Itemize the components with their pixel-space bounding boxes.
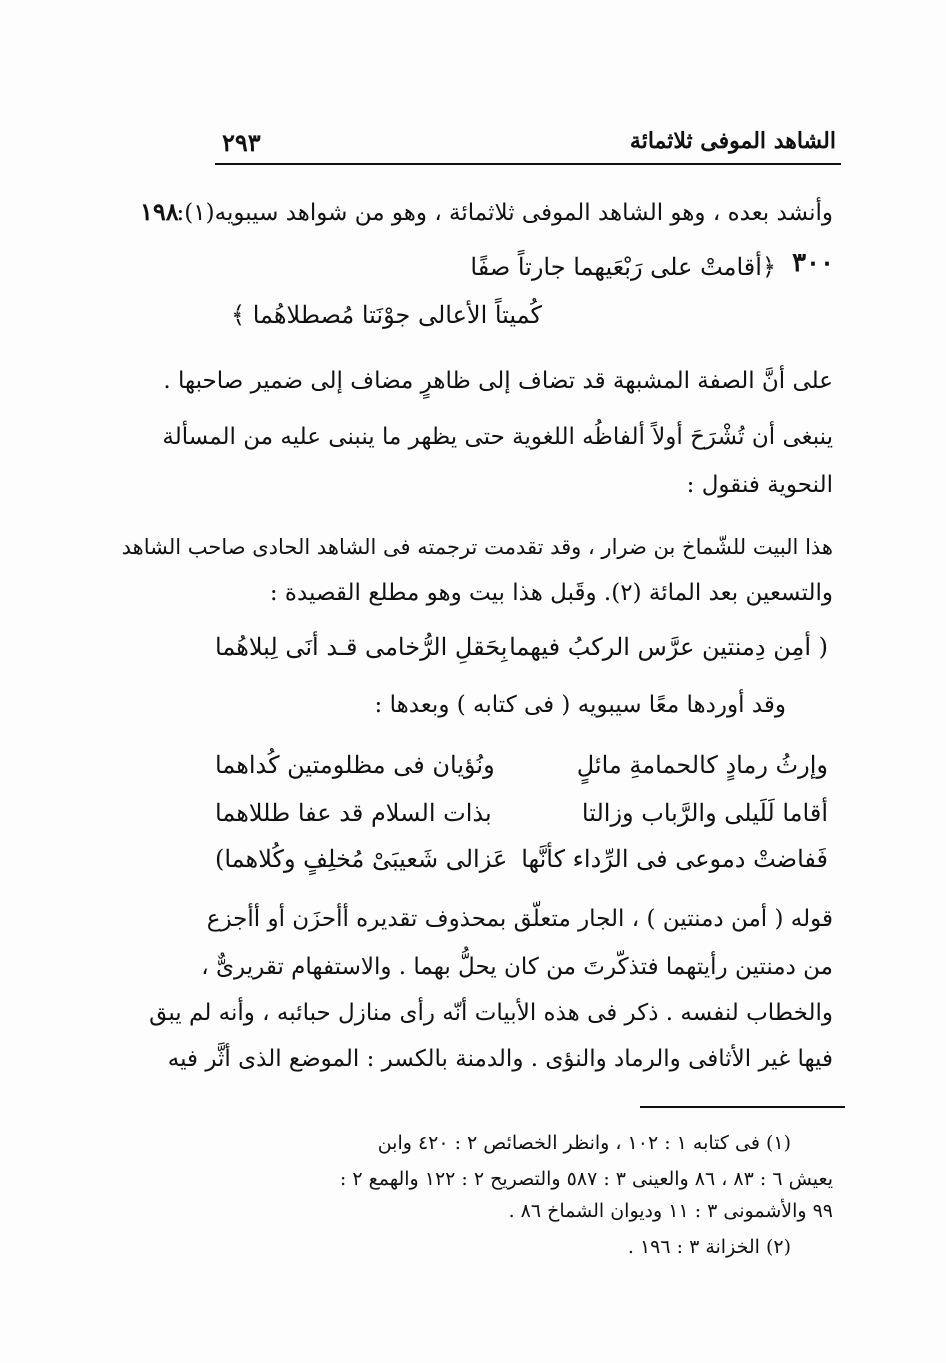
body-line-2: ينبغی أن تُشْرَحَ أولاً ألفاظُه اللغوية حتى يظهر ما ينبنی عليه من المسألة bbox=[162, 424, 833, 450]
footnote-2: (٢) الخزانة ٣ : ١٩٦ . bbox=[627, 1236, 791, 1258]
body-line-3: النحوية فنقول : bbox=[686, 472, 833, 498]
poem-2-line-2-left: بذات السلام قد عفا طللاهما bbox=[215, 799, 492, 827]
poem-2-line-3-left: عَزالی شَعيبَیْ مُخلِفٍ وكُلاهما) bbox=[215, 845, 508, 873]
commentary-line-4: فيها غير الأثافی والرماد والنؤی . والدمنة بالكسر : الموضع الذی أثَّر فيه bbox=[167, 1046, 833, 1072]
poem-2-line-3-right: فَفاضتْ دموعی فی الرِّداء كأنَّها bbox=[521, 845, 828, 873]
footnote-1c: ٩٩ والأشمونی ٣ : ١١ وديوان الشماخ ٨٦ . bbox=[508, 1200, 833, 1222]
footnote-rule bbox=[640, 1106, 845, 1108]
intro-line: وأنشد بعده ، وهو الشاهد الموفى ثلاثمائة ، وهو من شواهد سيبويه(١): bbox=[176, 200, 833, 226]
shahid-hemistich-2: كُمیتاً الأعالی جوْنَتا مُصطلاهُما ﴾ bbox=[231, 301, 542, 329]
poem-intro: وقد أوردها معًا سيبويه ( فی كتابه ) وبعدها : bbox=[374, 692, 786, 718]
commentary-line-3: والخطاب لنفسه . ذكر فی هذه الأبيات أنّه رأى منازل حبائبه ، وأنه لم يبق bbox=[149, 1000, 833, 1026]
page-number: ٢٩٣ bbox=[222, 128, 261, 157]
poem-2-line-1-left: ونُؤيان فی مظلومتين كُداهما bbox=[215, 751, 495, 779]
footnote-1b: يعيش ٦ : ٨٣ ، ٨٦ والعينی ٣ : ٥٨٧ والتصريح ٢ : ١٢٢ والهمع ٢ : bbox=[339, 1168, 833, 1190]
poem-1-left: بِحَقلِ الرُّخامی قـد أنَی لِبلاهُما bbox=[215, 633, 508, 661]
running-header-title: الشاهد الموفى ثلاثمائة bbox=[629, 128, 836, 154]
body-line-4: هذا البيت للشّماخ بن ضرار ، وقد تقدمت ترجمته فی الشاهد الحادی صاحب الشاهد bbox=[121, 535, 833, 559]
side-number: ١٩٨ bbox=[140, 197, 179, 226]
header-rule bbox=[215, 163, 841, 165]
body-line-5: والتسعين بعد المائة (٢). وقَبل هذا بيت وهو مطلع القصيدة : bbox=[269, 580, 833, 606]
commentary-line-1: قوله ( أمن دمنتين ) ، الجار متعلّق بمحذوف تقديره أأحزَن أو أأجزع bbox=[206, 906, 833, 932]
poem-1-right: ( أمِن دِمنتين عرَّس الركبُ فيهما bbox=[509, 633, 828, 661]
poem-2-line-1-right: وإرثُ رمادٍ كالحمامةِ مائلٍ bbox=[576, 751, 828, 779]
footnote-1a: (١) فی كتابه ١ : ١٠٢ ، وانظر الخصائص ٢ : ٤٢٠ وابن bbox=[377, 1132, 791, 1154]
commentary-line-2: من دمنتين رأيتهما فتذكّرتَ من كان يحلُّ بهما . والاستفهام تقريرىٌّ ، bbox=[201, 954, 833, 980]
shahid-number: ٣٠٠ bbox=[792, 248, 834, 278]
shahid-hemistich-1: ﴿أقامتْ على رَبْعَيهما جارتاً صفًا bbox=[470, 253, 776, 281]
body-line-1: على أنَّ الصفة المشبهة قد تضاف إلى ظاهرٍ مضاف إلى ضمير صاحبها . bbox=[163, 368, 833, 394]
poem-2-line-2-right: أقاما لَلَيلى والرَّباب وزالتا bbox=[581, 799, 828, 827]
